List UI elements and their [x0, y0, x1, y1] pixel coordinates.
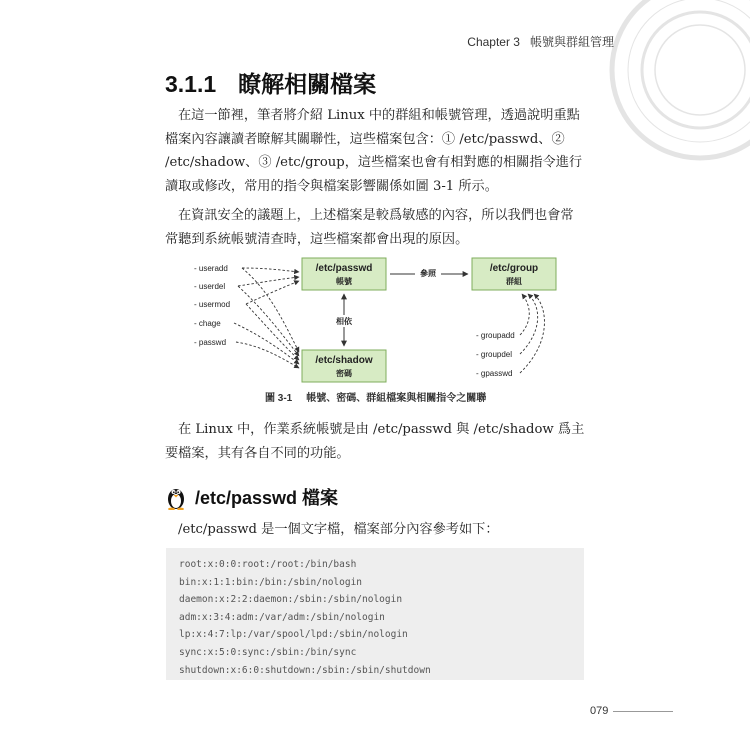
- code-line: root:x:0:0:root:/root:/bin/bash: [179, 559, 357, 570]
- code-line: lp:x:4:7:lp:/var/spool/lpd:/sbin/nologin: [179, 629, 408, 641]
- shadow-file-label: /etc/shadow: [315, 355, 373, 366]
- dashed-arrow: [246, 304, 299, 360]
- dashed-arrow: [246, 281, 299, 304]
- passwd-box: [302, 258, 386, 290]
- dashed-arrow: [238, 277, 299, 286]
- group-box: [472, 258, 556, 290]
- paragraph: 在這一節裡，筆者將介紹 Linux 中的群組和帳號管理，透過說明重點檔案內容讓讀者瞭解其關聯性，這些檔案包含：① /etc/passwd、② /etc/shadow、③ /etc/group，這些檔案也會有相對應的相關指令進行讀取或修改，常用的指令與檔案影響關係如圖 3-1 所示。: [165, 108, 583, 194]
- running-header: [467, 33, 614, 50]
- shadow-box-caption: 密碼: [336, 369, 352, 378]
- dashed-arrow: [238, 286, 299, 356]
- section-number: 3.1.1: [165, 71, 217, 97]
- dashed-arrow: [520, 294, 544, 373]
- subsection-title: /etc/passwd 檔案: [195, 488, 339, 508]
- code-block: [166, 548, 584, 680]
- dashed-arrow: [520, 294, 538, 354]
- figure-diagram: [186, 252, 566, 387]
- command-label: - chage: [194, 319, 221, 328]
- command-label: - passwd: [194, 338, 227, 347]
- command-label: - useradd: [194, 264, 228, 273]
- dependency-label: 相依: [336, 317, 352, 326]
- code-line: adm:x:3:4:adm:/var/adm:/sbin/nologin: [179, 611, 385, 623]
- section-heading: [165, 66, 376, 99]
- figure-caption: [265, 389, 486, 404]
- command-label: - userdel: [194, 282, 226, 291]
- dashed-arrow: [242, 268, 299, 272]
- dashed-arrow: [520, 294, 529, 335]
- intro-text: /etc/passwd 是一個文字檔，檔案部分內容參考如下：: [178, 522, 499, 537]
- command-label: - groupadd: [476, 331, 515, 340]
- chapter-title: 帳號與群組管理: [529, 35, 614, 49]
- reference-label: 參照: [420, 269, 436, 278]
- tux-penguin-icon: [163, 484, 189, 510]
- figure-number: 圖 3-1: [265, 393, 293, 404]
- chapter-number: Chapter 3: [467, 35, 520, 49]
- passwd-box-caption: 帳號: [336, 277, 352, 286]
- paragraph: 在資訊安全的議題上，上述檔案是較爲敏感的內容，所以我們也會常常聽到系統帳號清查時，這些檔案都會出現的原因。: [165, 208, 574, 247]
- group-file-label: /etc/group: [489, 263, 539, 274]
- page-number-rule: [613, 711, 673, 712]
- group-box-caption: 群組: [506, 277, 522, 286]
- page-number: 079: [590, 705, 609, 717]
- subsection-heading: [163, 484, 338, 510]
- section-title: 瞭解相關檔案: [238, 71, 377, 97]
- command-label: - groupdel: [476, 350, 513, 359]
- shadow-box: [302, 350, 386, 382]
- code-line: sync:x:5:0:sync:/sbin:/bin/sync: [179, 646, 357, 658]
- command-label: - usermod: [194, 300, 231, 309]
- code-line: daemon:x:2:2:daemon:/sbin:/sbin/nologin: [179, 594, 403, 606]
- paragraph: 在 Linux 中，作業系統帳號是由 /etc/passwd 與 /etc/shadow 爲主要檔案，其有各自不同的功能。: [165, 422, 585, 461]
- command-label: - gpasswd: [476, 369, 513, 378]
- code-line: shutdown:x:6:0:shutdown:/sbin:/sbin/shutdown: [179, 664, 431, 676]
- passwd-file-label: /etc/passwd: [315, 263, 373, 274]
- code-line: bin:x:1:1:bin:/bin:/sbin/nologin: [179, 576, 363, 588]
- dashed-arrow: [236, 342, 299, 368]
- figure-caption-text: 帳號、密碼、群組檔案與相關指令之關聯: [306, 393, 487, 404]
